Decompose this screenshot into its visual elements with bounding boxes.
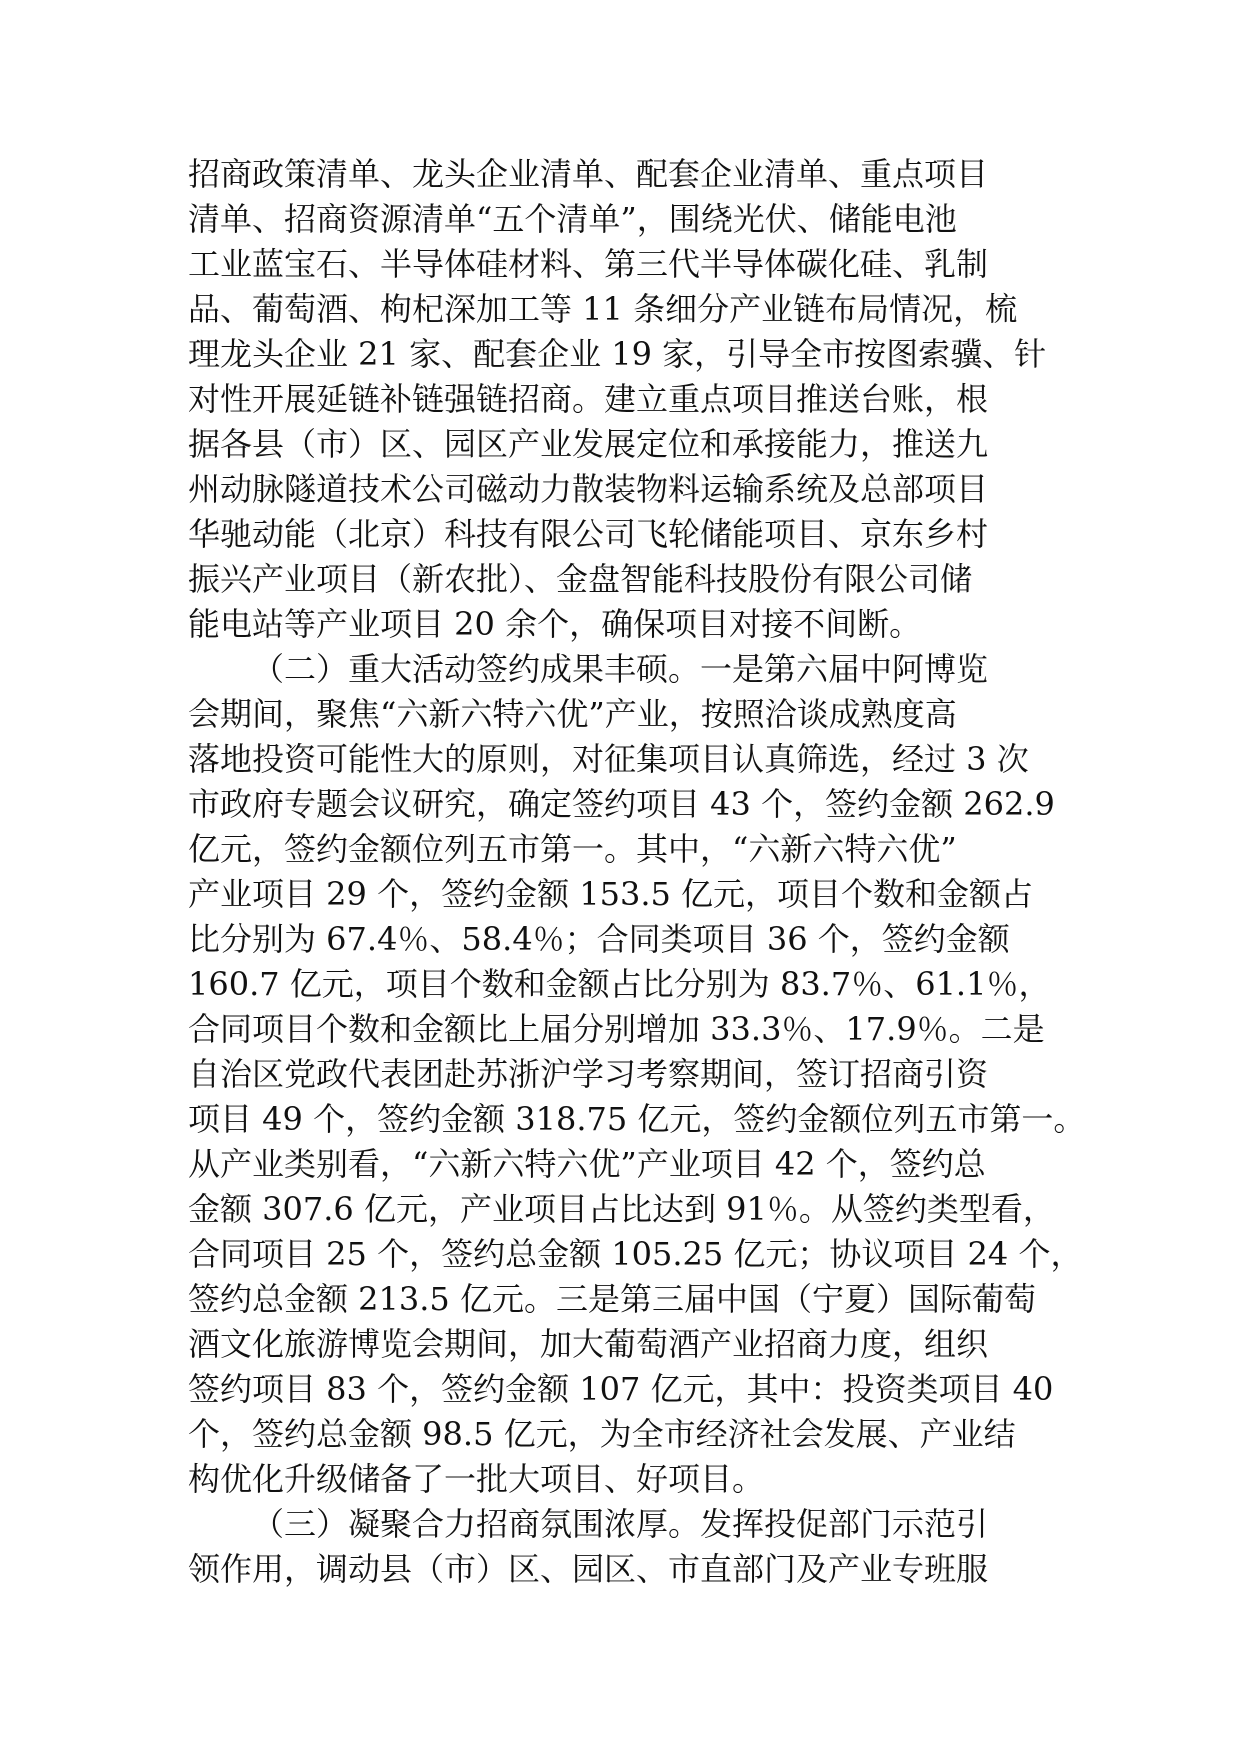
text-line: 州动脉隧道技术公司磁动力散装物料运输系统及总部项目 xyxy=(188,470,989,508)
section-heading-line: （三）凝聚合力招商氛围浓厚。发挥投促部门示范引 xyxy=(252,1505,989,1543)
text-line: 品、葡萄酒、枸杞深加工等 11 条细分产业链布局情况，梳 xyxy=(188,290,1018,328)
text-line: 合同项目个数和金额比上届分别增加 33.3％、17.9％。二是 xyxy=(188,1010,1045,1048)
text-line: 酒文化旅游博览会期间，加大葡萄酒产业招商力度，组织 xyxy=(188,1325,989,1363)
text-line: 160.7 亿元，项目个数和金额占比分别为 83.7％、61.1％， xyxy=(188,965,1051,1003)
text-line: 理龙头企业 21 家、配套企业 19 家，引导全市按图索骥、针 xyxy=(188,335,1047,373)
text-line: 产业项目 29 个，签约金额 153.5 亿元，项目个数和金额占 xyxy=(188,875,1034,913)
text-line: 华驰动能（北京）科技有限公司飞轮储能项目、京东乡村 xyxy=(188,515,989,553)
text-line: 金额 307.6 亿元，产业项目占比达到 91％。从签约类型看， xyxy=(188,1190,1055,1228)
text-line: 比分别为 67.4％、58.4％；合同类项目 36 个，签约金额 xyxy=(188,920,1010,958)
text-line: 对性开展延链补链强链招商。建立重点项目推送台账，根 xyxy=(188,380,989,418)
text-line: 合同项目 25 个，签约总金额 105.25 亿元；协议项目 24 个， xyxy=(188,1235,1083,1273)
text-line: 签约总金额 213.5 亿元。三是第三届中国（宁夏）国际葡萄 xyxy=(188,1280,1036,1318)
text-line: 从产业类别看，“六新六特六优”产业项目 42 个，签约总 xyxy=(188,1145,986,1183)
text-line: 自治区党政代表团赴苏浙沪学习考察期间，签订招商引资 xyxy=(188,1055,989,1093)
text-line: 清单、招商资源清单“五个清单”，围绕光伏、储能电池 xyxy=(188,200,957,238)
text-line: 落地投资可能性大的原则，对征集项目认真筛选，经过 3 次 xyxy=(188,740,1029,778)
text-line: 构优化升级储备了一批大项目、好项目。 xyxy=(188,1460,765,1498)
text-line: 个，签约总金额 98.5 亿元，为全市经济社会发展、产业结 xyxy=(188,1415,1016,1453)
text-line: 项目 49 个，签约金额 318.75 亿元，签约金额位列五市第一。 xyxy=(188,1100,1086,1138)
text-line: 签约项目 83 个，签约金额 107 亿元，其中：投资类项目 40 xyxy=(188,1370,1054,1408)
text-line: 据各县（市）区、园区产业发展定位和承接能力，推送九 xyxy=(188,425,989,463)
section-heading-line: （二）重大活动签约成果丰硕。一是第六届中阿博览 xyxy=(252,650,989,688)
text-line: 能电站等产业项目 20 余个，确保项目对接不间断。 xyxy=(188,605,922,643)
text-line: 市政府专题会议研究，确定签约项目 43 个，签约金额 262.9 xyxy=(188,785,1055,823)
text-line: 会期间，聚焦“六新六特六优”产业，按照洽谈成熟度高 xyxy=(188,695,957,733)
text-line: 领作用，调动县（市）区、园区、市直部门及产业专班服 xyxy=(188,1550,989,1588)
text-line: 招商政策清单、龙头企业清单、配套企业清单、重点项目 xyxy=(188,155,989,193)
text-line: 工业蓝宝石、半导体硅材料、第三代半导体碳化硅、乳制 xyxy=(188,245,989,283)
text-line: 振兴产业项目（新农批）、金盘智能科技股份有限公司储 xyxy=(188,560,973,598)
body-text xyxy=(188,152,1086,1592)
text-line: 亿元，签约金额位列五市第一。其中，“六新六特六优” xyxy=(188,830,957,868)
